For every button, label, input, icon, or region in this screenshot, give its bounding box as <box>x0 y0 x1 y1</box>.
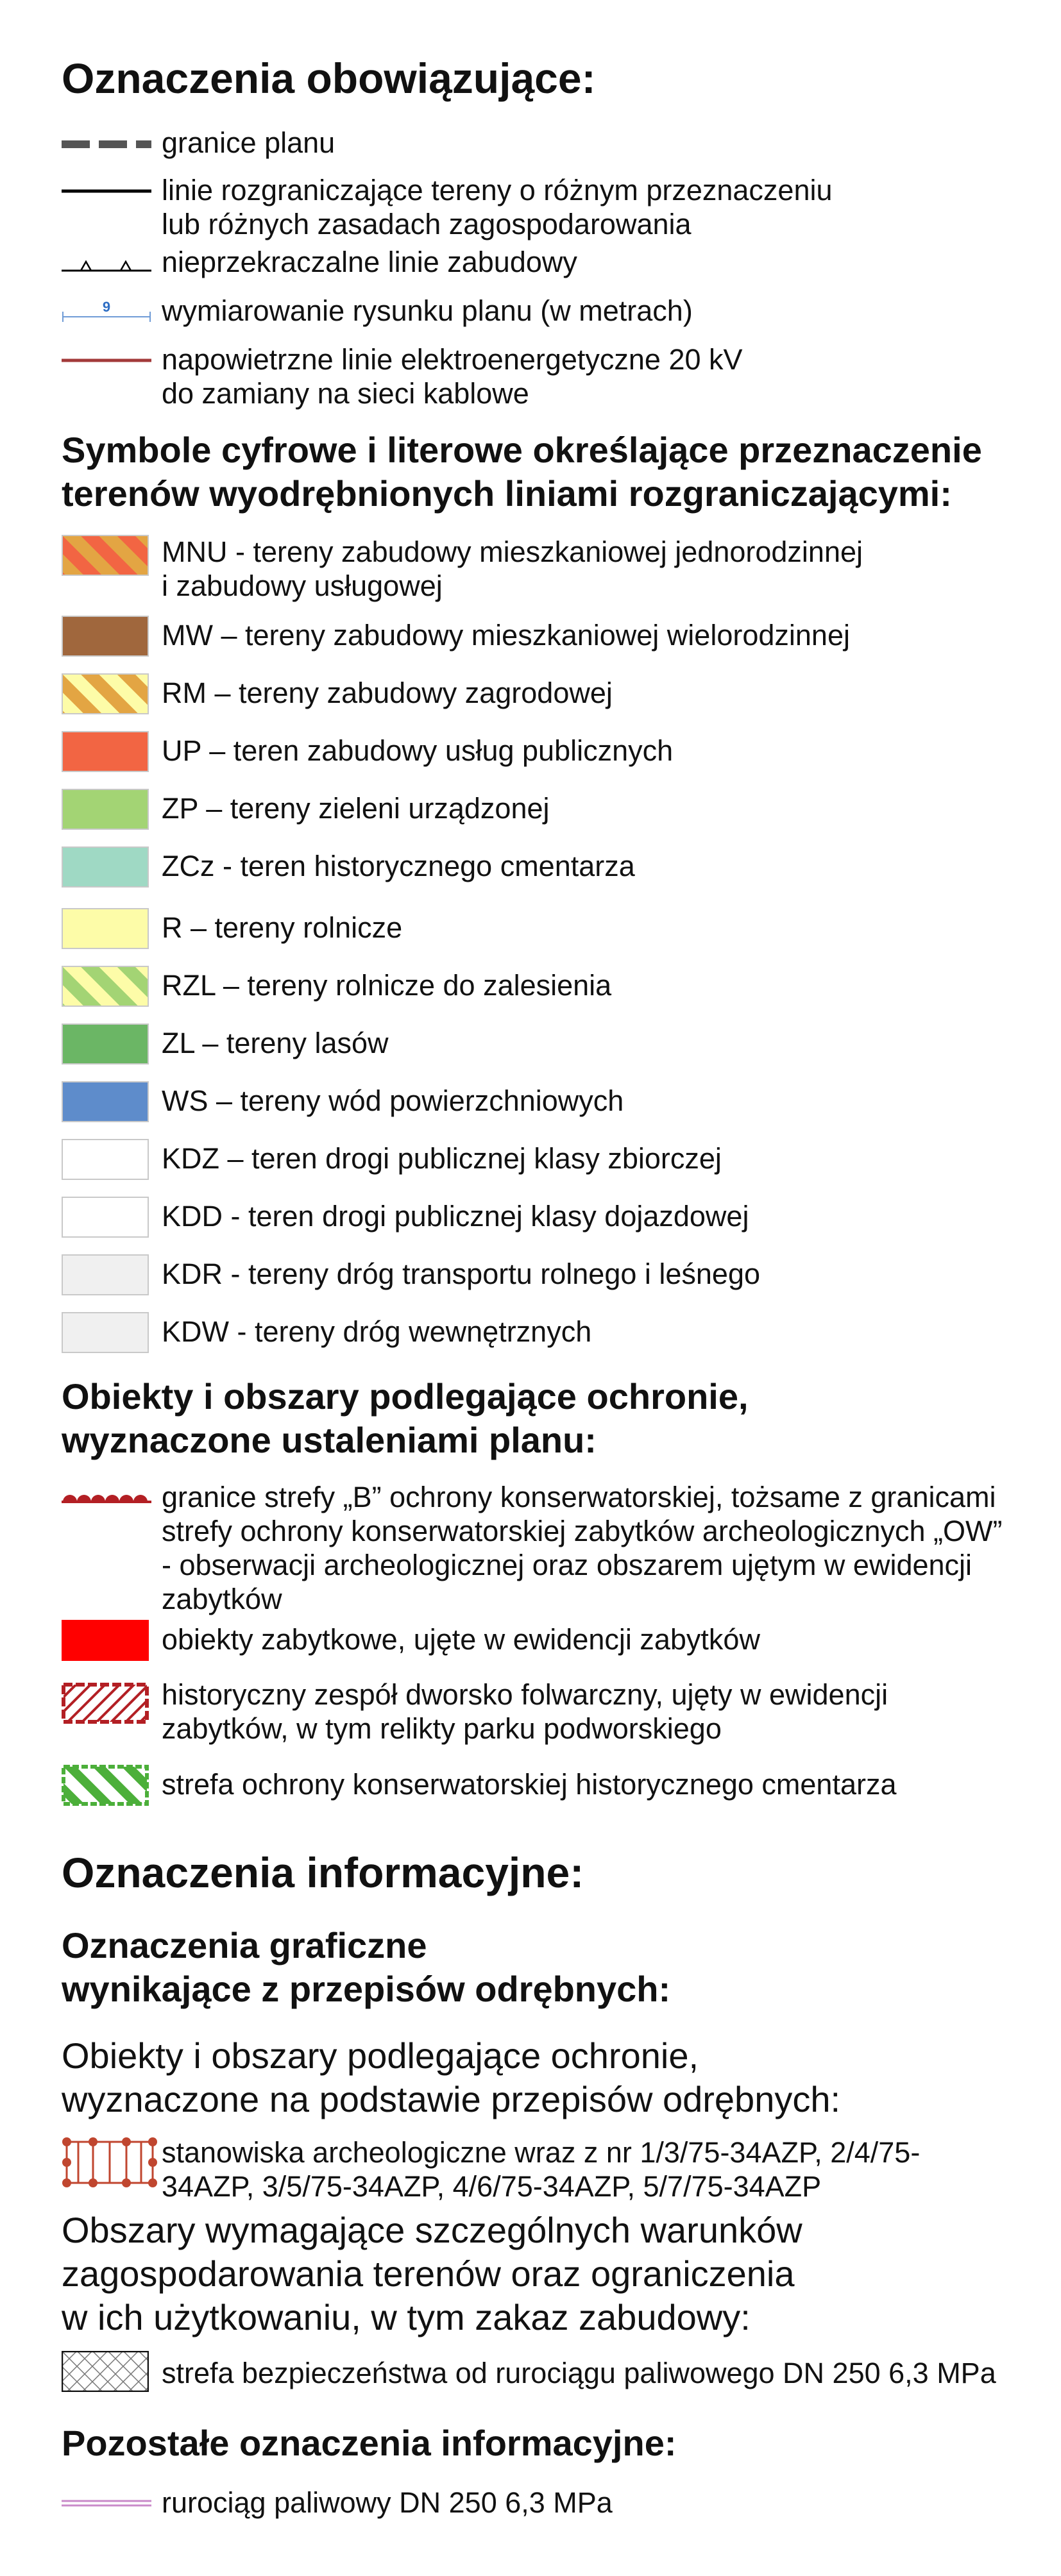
group-title-special-conditions: Obszary wymagające szczególnych warunków zagospodarowania terenów oraz ograniczenia w ich użytkowaniu, w tym zakaz zabudowy: <box>62 2210 802 2337</box>
hatched-green-icon <box>62 1765 149 1806</box>
legend-text: wymiarowanie rysunku planu (w metrach) <box>162 294 693 327</box>
ws-swatch-icon <box>62 1081 149 1122</box>
legend-text: MW – tereny zabudowy mieszkaniowej wielorodzinnej <box>162 619 850 652</box>
legend-text: do zamiany na sieci kablowe <box>162 377 529 410</box>
section-title-pozostale: Pozostałe oznaczenia informacyjne: <box>62 2423 677 2463</box>
rzl-swatch-icon <box>62 966 149 1007</box>
legend-text: ZL – tereny lasów <box>162 1027 389 1059</box>
red-square-icon <box>62 1620 149 1661</box>
crosshatch-icon <box>62 2351 149 2392</box>
legend-text: strefa bezpieczeństwa od rurociągu paliwowego DN 250 6,3 MPa <box>162 2357 996 2389</box>
kdz-swatch-icon <box>62 1139 149 1180</box>
section-title-ochrona: Obiekty i obszary podlegające ochronie, wyznaczone ustaleniami planu: <box>62 1376 749 1460</box>
dimension-value-label: 9 <box>102 299 111 315</box>
legend-text: RZL – tereny rolnicze do zalesienia <box>162 969 612 1002</box>
kdw-swatch-icon <box>62 1312 149 1353</box>
legend-text: obiekty zabytkowe, ujęte w ewidencji zabytków <box>162 1623 760 1656</box>
legend-text: KDZ – teren drogi publicznej klasy zbiorczej <box>162 1142 722 1175</box>
legend-text: historyczny zespół dworsko folwarczny, ujęty w ewidencji <box>162 1678 888 1711</box>
legend-text: granice planu <box>162 126 335 159</box>
legend-text: linie rozgraniczające tereny o różnym przeznaczeniu <box>162 174 833 206</box>
zp-swatch-icon <box>62 789 149 830</box>
legend-text: zabytków <box>162 1583 282 1615</box>
scalloped-line-icon <box>62 1489 151 1508</box>
up-swatch-icon <box>62 731 149 772</box>
legend-text: nieprzekraczalne linie zabudowy <box>162 246 577 278</box>
r-swatch-icon <box>62 908 149 949</box>
rm-swatch-icon <box>62 673 149 714</box>
legend-text: napowietrzne linie elektroenergetyczne 20 kV <box>162 343 743 376</box>
legend-text: granice strefy „B” ochrony konserwatorskiej, tożsame z granicami <box>162 1481 996 1513</box>
legend-text: 34AZP, 3/5/75-34AZP, 4/6/75-34AZP, 5/7/75-34AZP <box>162 2170 822 2203</box>
pipeline-line-icon <box>62 2498 151 2509</box>
legend-text: MNU - tereny zabudowy mieszkaniowej jednorodzinnej <box>162 535 863 568</box>
legend-text: strefa ochrony konserwatorskiej historycznego cmentarza <box>162 1768 897 1801</box>
legend-text: ZCz - teren historycznego cmentarza <box>162 850 635 882</box>
section-title-informacyjne: Oznaczenia informacyjne: <box>62 1849 584 1896</box>
legend-text: stanowiska archeologiczne wraz z nr 1/3/75-34AZP, 2/4/75- <box>162 2136 921 2169</box>
legend-text: UP – teren zabudowy usług publicznych <box>162 734 674 767</box>
dashed-line-icon <box>62 140 151 149</box>
subsection-title-graficzne: Oznaczenia graficzne wynikające z przepisów odrębnych: <box>62 1925 671 2009</box>
legend-text: zabytków, w tym relikty parku podworskiego <box>162 1712 722 1745</box>
legend-text: R – tereny rolnicze <box>162 911 403 944</box>
legend-text: WS – tereny wód powierzchniowych <box>162 1084 624 1117</box>
legend-text: KDW - tereny dróg wewnętrznych <box>162 1315 592 1348</box>
legend-text: lub różnych zasadach zagospodarowania <box>162 208 692 240</box>
archaeology-sites-icon <box>62 2135 158 2189</box>
legend-text: strefy ochrony konserwatorskiej zabytków archeologicznych „OW” <box>162 1515 1003 1547</box>
kdr-swatch-icon <box>62 1254 149 1295</box>
solid-line-icon <box>62 189 151 194</box>
hatched-red-icon <box>62 1683 149 1724</box>
legend-text: KDR - tereny dróg transportu rolnego i leśnego <box>162 1258 761 1290</box>
section-title-obowiazujace: Oznaczenia obowiązujące: <box>62 55 596 102</box>
legend-text: RM – tereny zabudowy zagrodowej <box>162 677 613 709</box>
mw-swatch-icon <box>62 616 149 657</box>
triangle-line-icon <box>62 251 151 274</box>
kdd-swatch-icon <box>62 1197 149 1238</box>
legend-text: rurociąg paliwowy DN 250 6,3 MPa <box>162 2486 613 2519</box>
dimension-line-icon <box>62 294 151 326</box>
group-title-protected-objects: Obiekty i obszary podlegające ochronie, wyznaczone na podstawie przepisów odrębnych: <box>62 2035 841 2119</box>
mnu-swatch-icon <box>62 535 149 576</box>
section-title-symbole: Symbole cyfrowe i literowe określające przeznaczenie terenów wyodrębnionych liniami rozgraniczającymi: <box>62 430 982 514</box>
legend-text: KDD - teren drogi publicznej klasy dojazdowej <box>162 1200 749 1233</box>
zcz-swatch-icon <box>62 846 149 888</box>
zl-swatch-icon <box>62 1023 149 1065</box>
legend-text: ZP – tereny zieleni urządzonej <box>162 792 550 825</box>
legend-text: i zabudowy usługowej <box>162 569 443 602</box>
power-line-icon <box>62 358 151 363</box>
legend-text: - obserwacji archeologicznej oraz obszarem ujętym w ewidencji <box>162 1549 972 1581</box>
